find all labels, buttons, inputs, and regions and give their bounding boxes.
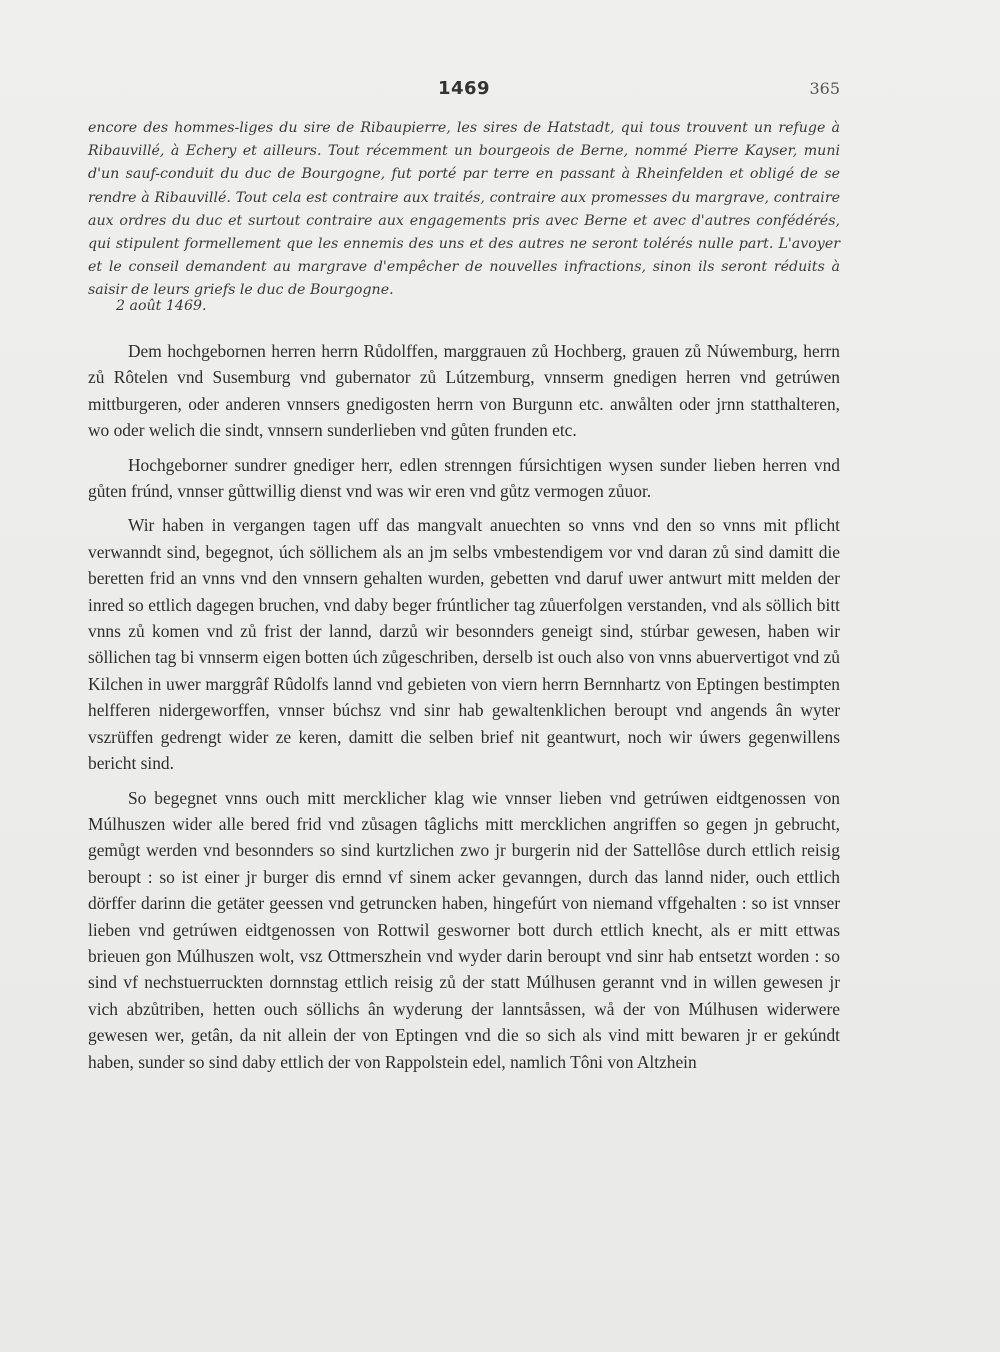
- letter-address-paragraph: Dem hochgebornen herren herrn Růdolffen, marggrauen zů Hochberg, grauen zů Núwemburg, herrn zů Rôtelen vnd Susemburg vnd gubernator zů Lútzemburg, vnnserm gnedigen herren vnd getrúwen mittburgeren, oder anderen vnnsers gnedigosten herrn von Burgunn etc. anwålten oder jrnn statthalteren, wo oder welich die sindt, vnnsern sunderlieben vnd gůten frunden etc.: [88, 341, 840, 441]
- letter-body: [88, 338, 840, 1083]
- letter-body-paragraph: Wir haben in vergangen tagen uff das mangvalt anuechten so vnns vnd den so vnns mit pflicht verwanndt sind, begegnot, úch söllichem als an jm selbs vmbestendigem vor vnd daran zů sind damitt die beretten frid an vnns vnd den vnnsern gehalten wurden, gebetten vnd daruf uwer antwurt mitt melden der inred so ettlich dagegen bruchen, vnd daby beger frúntlicher tag zůuerfolgen verstanden, vnd als söllich bitt vnns zů komen vnd zů frist der lannd, darzů wir besonnders geneigt sind, stúrbar gewesen, haben wir söllichen tag bi vnnserm eigen botten úch zůgeschriben, derselb ist ouch also von vnns abuervertigot vnd zů Kilchen in uwer marggrâf Rûdolfs lannd vnd gebieten von viern herrn Bernnhartz von Eptingen bestimpten helfferen nidergeworffen, vnnser búchsz vnd sinr hab gewaltenklichen beroupt vnd angends ân wyter vszrüffen gedrengt wider ze keren, damitt die selben brief nit geantwurt, noch wir úwers gegenwillens bericht sind.: [88, 515, 840, 774]
- document-date: 2 août 1469.: [116, 298, 207, 314]
- page-header: [88, 78, 840, 104]
- letter-body-paragraph: So begegnet vnns ouch mitt mercklicher klag wie vnnser lieben vnd getrúwen eidtgenossen von Múlhuszen wider alle bered frid vnd zůsagen tâglichs mitt mercklichen angriffen so gegen jn gebrucht, gemůgt werden vnd besonnders so sind kurtzlichen zwo jr burgerin nid der Sattellôse durch ettlich reisig beroupt : so ist einer jr burger dis ernnd vf sinem acker gevanngen, durch das lannd nider, ouch ettlich dörffer darinn die getäter geessen vnd getruncken haben, hingefúrt von niemand vffgehalten : so ist vnnser lieben vnd getrúwen eidtgenossen von Rottwil gesworner bott durch ettlich knecht, als er mitt ettwas brieuen gon Múlhuszen wolt, vsz Ottmerszhein vnd wyder darin beroupt vnd sinr hab entsetzt worden : so sind vf nechstuerruckten dornnstag ettlich reisig zů der statt Múlhusen gerannt vnd in willen gewesen jr vich abzůtriben, hetten ouch söllichs ân wyderung der lanntsåssen, wå der von Múlhusen widerwere gewesen wer, getân, da nit allein der von Eptingen vnd die so sich als vind mitt bewaren jr er gekúndt haben, sunder so sind daby ettlich der von Rappolstein edel, namlich Tôni von Altzhein: [88, 787, 840, 1072]
- french-summary: encore des hommes-liges du sire de Ribaupierre, les sires de Hatstadt, qui tous trouvent un refuge à Ribauvillé, à Echery et ailleurs. Tout récemment un bourgeois de Berne, nommé Pierre Kayser, muni d'un sauf-conduit du duc de Bourgogne, fut porté par terre en passant à Rheinfelden et obligé de se rendre à Ribauvillé. Tout cela est contraire aux traités, contraire aux promesses du margrave, contraire aux ordres du duc et surtout contraire aux engagements pris avec Berne et avec d'autres confédérés, qui stipulent formellement que les ennemis des uns et des autres ne seront tolérés nulle part. L'avoyer et le conseil demandent au margrave d'empêcher de nouvelles infractions, sinon ils seront réduits à saisir de leurs griefs le duc de Bourgogne.: [88, 120, 840, 299]
- letter-greeting-paragraph: Hochgeborner sundrer gnediger herr, edlen strenngen fúrsichtigen wysen sunder lieben herren vnd gůten frúnd, vnnser gůttwillig dienst vnd was wir eren vnd gůtz vermogen zůuor.: [88, 454, 840, 502]
- page-number: 365: [809, 79, 840, 98]
- page-year-heading: 1469: [437, 78, 491, 99]
